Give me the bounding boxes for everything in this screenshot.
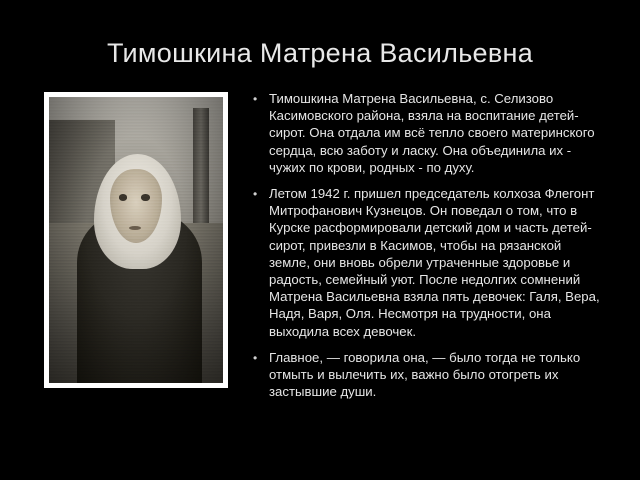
list-item (252, 349, 604, 401)
body-text-block (252, 90, 604, 409)
photo-vignette-overlay (49, 97, 223, 383)
list-item (252, 185, 604, 340)
bullet-icon: • (253, 92, 258, 106)
list-item-text: Главное, — говорила она, — было тогда не только отмыть и вылечить их, важно было отогреть их застывшие души. (269, 349, 581, 400)
bullet-icon: • (253, 187, 258, 202)
list-item (252, 90, 604, 176)
portrait-photo-elderly-woman (49, 97, 223, 383)
bullet-icon: • (253, 350, 258, 365)
page-title: Тимошкина Матрена Васильевна (106, 38, 534, 68)
portrait-photo-frame (44, 92, 228, 388)
bullet-list (252, 90, 604, 400)
list-item-text: Летом 1942 г. пришел председатель колхоза Флегонт Митрофанович Кузнецов. Он поведал о том, что в Курске расформировали детский дом и часть детей-сирот, привезли в Касимов, чтобы на рязанской земле, они вновь обрели утраченные здоровье и радость, семейный уют. После недолгих сомнений Матрена Васильевна взяла пять девочек: Галя, Вера, Надя, Варя, Оля. Несмотря на трудности, она выходила всех девочек. (269, 186, 600, 339)
list-item-text: Тимошкина Матрена Васильевна, с. Селизово Касимовского района, взяла на воспитание детей-сирот. Она отдала им всё тепло своего материнского сердца, всю заботу и ласку. Она объединила их - чужих по крови, родных - по духу. (269, 91, 595, 175)
